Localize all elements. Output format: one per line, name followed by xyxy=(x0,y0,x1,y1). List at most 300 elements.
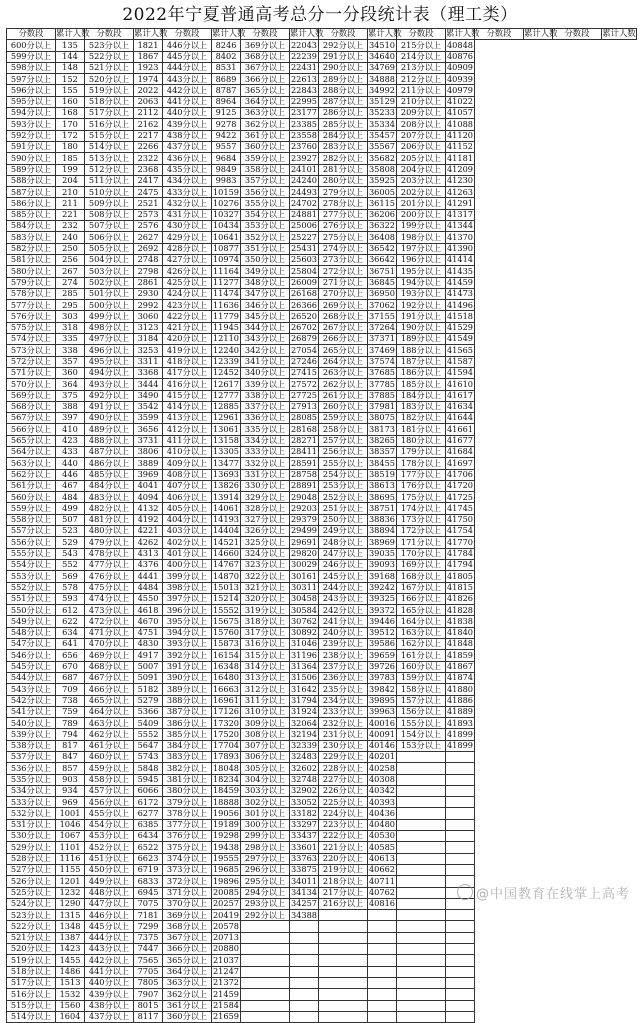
watermark xyxy=(457,883,630,902)
table-row xyxy=(7,661,637,672)
count-cell: 41838 xyxy=(446,615,474,626)
score-cell: 195分以上 xyxy=(397,266,446,277)
count-cell: 39659 xyxy=(368,649,396,660)
count-cell: 41230 xyxy=(446,175,474,186)
column-header: 累计人数 xyxy=(56,28,90,39)
count-cell: 36115 xyxy=(368,197,396,208)
score-cell: 320分以上 xyxy=(241,593,290,604)
table-row xyxy=(7,96,637,107)
score-cell: 452分以上 xyxy=(85,842,134,853)
score-cell: 171分以上 xyxy=(397,537,446,548)
score-cell xyxy=(397,831,446,842)
count-cell: 4550 xyxy=(134,593,163,604)
count-cell: 210 xyxy=(56,187,85,198)
count-cell: 32483 xyxy=(290,751,318,762)
table-row xyxy=(7,1011,637,1022)
score-cell: 181分以上 xyxy=(397,424,446,435)
count-cell: 37981 xyxy=(368,401,396,412)
count-cell xyxy=(446,797,475,808)
score-cell: 599分以上 xyxy=(7,51,56,62)
count-cell: 34257 xyxy=(290,898,318,909)
score-cell: 437分以上 xyxy=(163,141,212,152)
column-header: 分数段 xyxy=(475,29,524,40)
table-row xyxy=(7,627,637,638)
count-cell: 35682 xyxy=(368,152,396,163)
count-cell: 199 xyxy=(56,164,85,175)
count-cell: 1486 xyxy=(56,966,85,977)
score-cell: 470分以上 xyxy=(85,639,134,650)
count-cell: 41828 xyxy=(446,604,474,615)
score-cell: 481分以上 xyxy=(85,514,134,525)
score-cell: 508分以上 xyxy=(85,209,134,220)
score-distribution-table xyxy=(6,28,637,1023)
count-cell: 18234 xyxy=(212,773,240,784)
table-row xyxy=(7,763,637,774)
count-cell: 41859 xyxy=(446,649,474,660)
count-cell: 38751 xyxy=(368,502,396,513)
score-cell xyxy=(241,955,290,966)
score-cell: 153分以上 xyxy=(397,740,446,751)
count-cell: 31924 xyxy=(290,706,318,717)
score-cell: 417分以上 xyxy=(163,367,212,378)
count-cell xyxy=(368,955,397,966)
score-cell: 575分以上 xyxy=(7,322,56,333)
table-row xyxy=(7,853,637,864)
score-cell xyxy=(241,1011,290,1022)
count-cell: 5007 xyxy=(134,661,163,672)
score-cell: 406分以上 xyxy=(163,492,212,503)
count-cell: 26009 xyxy=(290,276,318,287)
score-cell: 531分以上 xyxy=(7,819,56,830)
count-cell: 446 xyxy=(56,469,85,480)
count-cell: 529 xyxy=(56,537,85,548)
count-cell: 8787 xyxy=(212,85,241,96)
count-cell: 36950 xyxy=(368,288,396,299)
count-cell: 250 xyxy=(56,243,85,254)
score-cell: 240分以上 xyxy=(319,627,368,638)
count-cell: 38075 xyxy=(368,412,396,423)
column-header: 分数段 xyxy=(319,29,368,40)
count-cell: 29820 xyxy=(290,548,318,559)
count-cell xyxy=(446,1000,475,1011)
count-cell: 39093 xyxy=(368,559,396,570)
count-cell: 3060 xyxy=(134,311,163,322)
score-cell xyxy=(397,989,446,1000)
count-cell: 41120 xyxy=(446,130,474,141)
table-row xyxy=(7,672,637,683)
score-cell: 192分以上 xyxy=(397,300,446,311)
count-cell: 40662 xyxy=(368,864,396,875)
score-cell: 587分以上 xyxy=(7,187,56,198)
score-cell: 224分以上 xyxy=(319,808,368,819)
count-cell: 41697 xyxy=(446,457,474,468)
score-cell: 168分以上 xyxy=(397,571,446,582)
score-cell: 542分以上 xyxy=(7,695,56,706)
score-cell: 479分以上 xyxy=(85,537,134,548)
score-cell: 202分以上 xyxy=(397,187,446,198)
table-row xyxy=(7,582,637,593)
score-cell xyxy=(397,774,446,785)
count-cell: 847 xyxy=(56,752,85,763)
page-title: 2022年宁夏普通高考总分一分段统计表（理工类） xyxy=(122,5,518,25)
score-cell: 319分以上 xyxy=(241,605,290,616)
count-cell: 4262 xyxy=(134,537,163,548)
count-cell: 16348 xyxy=(212,661,240,672)
count-cell xyxy=(446,910,475,921)
score-cell: 210分以上 xyxy=(397,96,446,107)
count-cell: 211 xyxy=(56,198,85,209)
count-cell: 20880 xyxy=(212,943,240,954)
column-header: 累计人数 xyxy=(602,28,636,39)
count-cell: 1532 xyxy=(56,989,85,1000)
score-cell: 363分以上 xyxy=(163,977,212,988)
score-cell: 469分以上 xyxy=(85,650,134,661)
score-cell: 430分以上 xyxy=(163,221,212,232)
count-cell: 38613 xyxy=(368,480,396,491)
count-cell: 41610 xyxy=(446,378,474,389)
score-cell: 310分以上 xyxy=(241,706,290,717)
score-cell: 258分以上 xyxy=(319,424,368,435)
score-cell: 558分以上 xyxy=(7,514,56,525)
count-cell: 1423 xyxy=(56,944,85,955)
score-cell: 356分以上 xyxy=(241,187,290,198)
score-cell: 346分以上 xyxy=(241,300,290,311)
score-cell: 362分以上 xyxy=(241,119,290,130)
score-cell: 447分以上 xyxy=(85,898,134,909)
score-cell: 243分以上 xyxy=(319,593,368,604)
count-cell: 28085 xyxy=(290,412,318,423)
count-cell: 38519 xyxy=(368,468,396,479)
score-cell: 554分以上 xyxy=(7,559,56,570)
score-cell: 541分以上 xyxy=(7,706,56,717)
score-cell: 451分以上 xyxy=(85,853,134,864)
score-cell: 227分以上 xyxy=(319,774,368,785)
score-cell: 404分以上 xyxy=(163,514,212,525)
count-cell: 25006 xyxy=(290,220,318,231)
score-cell: 512分以上 xyxy=(85,164,134,175)
count-cell: 3731 xyxy=(134,435,163,446)
count-cell: 274 xyxy=(56,277,85,288)
table-row xyxy=(7,108,637,119)
score-cell: 200分以上 xyxy=(397,209,446,220)
score-cell: 158分以上 xyxy=(397,684,446,695)
score-cell: 549分以上 xyxy=(7,616,56,627)
score-cell: 198分以上 xyxy=(397,232,446,243)
score-cell: 280分以上 xyxy=(319,175,368,186)
column-header: 分数段 xyxy=(397,29,446,40)
count-cell: 41745 xyxy=(446,502,474,513)
score-cell: 405分以上 xyxy=(163,503,212,514)
count-cell: 41893 xyxy=(446,717,474,728)
score-cell: 486分以上 xyxy=(85,458,134,469)
score-cell: 204分以上 xyxy=(397,164,446,175)
score-cell: 318分以上 xyxy=(241,616,290,627)
score-cell: 231分以上 xyxy=(319,729,368,740)
count-cell: 19438 xyxy=(212,841,240,852)
count-cell: 6277 xyxy=(134,808,163,819)
score-cell: 308分以上 xyxy=(241,729,290,740)
score-cell xyxy=(319,921,368,932)
score-cell: 518分以上 xyxy=(85,96,134,107)
score-cell: 519分以上 xyxy=(85,85,134,96)
score-cell: 535分以上 xyxy=(7,774,56,785)
score-cell: 285分以上 xyxy=(319,119,368,130)
count-cell: 41022 xyxy=(446,96,474,107)
table-row xyxy=(7,559,637,570)
count-cell: 6172 xyxy=(134,797,163,808)
count-cell: 34888 xyxy=(368,73,396,84)
count-cell: 39586 xyxy=(368,638,396,649)
count-cell: 9125 xyxy=(212,108,241,119)
count-cell: 8246 xyxy=(212,40,241,51)
count-cell: 14193 xyxy=(212,514,240,525)
count-cell: 32194 xyxy=(290,728,318,739)
count-cell: 19298 xyxy=(212,830,240,841)
score-cell: 527分以上 xyxy=(7,864,56,875)
count-cell: 41867 xyxy=(446,661,474,672)
count-cell: 22431 xyxy=(290,62,318,73)
table-row xyxy=(7,480,637,491)
score-cell: 339分以上 xyxy=(241,379,290,390)
score-cell: 586分以上 xyxy=(7,198,56,209)
score-cell: 429分以上 xyxy=(163,232,212,243)
table-row xyxy=(7,639,637,650)
count-cell: 8964 xyxy=(212,96,241,107)
score-cell: 281分以上 xyxy=(319,164,368,175)
score-cell xyxy=(397,853,446,864)
score-cell: 411分以上 xyxy=(163,435,212,446)
score-cell: 196分以上 xyxy=(397,254,446,265)
score-cell: 379分以上 xyxy=(163,797,212,808)
score-cell: 349分以上 xyxy=(241,266,290,277)
count-cell: 2417 xyxy=(134,175,163,186)
score-cell: 328分以上 xyxy=(241,503,290,514)
score-cell: 332分以上 xyxy=(241,458,290,469)
count-cell: 410 xyxy=(56,424,85,435)
count-cell xyxy=(368,932,397,943)
score-cell xyxy=(241,966,290,977)
score-cell: 334分以上 xyxy=(241,435,290,446)
count-cell: 3969 xyxy=(134,469,163,480)
score-cell: 502分以上 xyxy=(85,277,134,288)
count-cell: 759 xyxy=(56,706,85,717)
count-cell: 22043 xyxy=(290,39,318,50)
count-cell: 221 xyxy=(56,209,85,220)
count-cell: 1116 xyxy=(56,853,85,864)
count-cell: 26168 xyxy=(290,288,318,299)
count-cell: 4132 xyxy=(134,503,163,514)
score-cell: 206分以上 xyxy=(397,141,446,152)
score-cell: 203分以上 xyxy=(397,175,446,186)
count-cell: 26702 xyxy=(290,322,318,333)
column-header: 分数段 xyxy=(163,29,212,40)
count-cell: 41587 xyxy=(446,356,474,366)
count-cell: 12617 xyxy=(212,378,240,389)
count-cell: 22239 xyxy=(290,50,318,61)
score-cell: 496分以上 xyxy=(85,345,134,356)
count-cell: 31506 xyxy=(290,672,318,683)
score-cell: 434分以上 xyxy=(163,175,212,186)
score-cell: 329分以上 xyxy=(241,492,290,503)
score-cell: 369分以上 xyxy=(241,40,290,51)
score-cell: 454分以上 xyxy=(85,819,134,830)
score-cell: 534分以上 xyxy=(7,785,56,796)
count-cell: 30584 xyxy=(290,604,318,615)
table-row xyxy=(7,740,637,751)
count-cell xyxy=(446,774,475,785)
count-cell: 34992 xyxy=(368,84,396,95)
score-cell: 221分以上 xyxy=(319,842,368,853)
score-cell: 563分以上 xyxy=(7,458,56,469)
count-cell: 6066 xyxy=(134,785,163,796)
count-cell: 2022 xyxy=(134,85,163,96)
count-cell: 21584 xyxy=(212,999,240,1010)
count-cell: 20419 xyxy=(212,909,240,920)
count-cell xyxy=(446,944,475,955)
score-cell: 509分以上 xyxy=(85,198,134,209)
count-cell: 37469 xyxy=(368,344,396,355)
count-cell: 5552 xyxy=(134,729,163,740)
count-cell: 170 xyxy=(56,119,85,130)
score-cell: 257分以上 xyxy=(319,435,368,446)
score-cell: 529分以上 xyxy=(7,842,56,853)
score-cell: 589分以上 xyxy=(7,164,56,175)
score-cell: 499分以上 xyxy=(85,311,134,322)
column-header: 累计人数 xyxy=(446,28,480,39)
score-cell: 552分以上 xyxy=(7,582,56,593)
score-cell xyxy=(397,785,446,796)
count-cell: 5945 xyxy=(134,774,163,785)
score-cell xyxy=(397,1011,446,1022)
score-cell: 560分以上 xyxy=(7,492,56,503)
count-cell: 11779 xyxy=(212,310,240,321)
count-cell: 39726 xyxy=(368,661,396,672)
score-cell: 579分以上 xyxy=(7,277,56,288)
score-cell: 267分以上 xyxy=(319,322,368,333)
score-cell xyxy=(397,864,446,875)
score-cell: 311分以上 xyxy=(241,695,290,706)
count-cell: 10276 xyxy=(212,197,240,208)
count-cell: 24101 xyxy=(290,163,318,174)
count-cell xyxy=(446,921,475,932)
count-cell: 33763 xyxy=(290,853,318,864)
count-cell: 11945 xyxy=(212,322,240,333)
count-cell: 36642 xyxy=(368,254,396,265)
score-cell: 433分以上 xyxy=(163,187,212,198)
score-cell: 540分以上 xyxy=(7,718,56,729)
count-cell xyxy=(290,1000,319,1011)
score-cell: 164分以上 xyxy=(397,616,446,627)
score-cell: 371分以上 xyxy=(163,887,212,898)
score-cell: 260分以上 xyxy=(319,401,368,412)
count-cell: 14404 xyxy=(212,525,240,536)
table-row xyxy=(7,458,637,469)
count-cell: 1001 xyxy=(56,808,85,819)
count-cell: 21372 xyxy=(212,977,240,988)
score-cell: 299分以上 xyxy=(241,831,290,842)
score-cell xyxy=(397,955,446,966)
score-cell: 273分以上 xyxy=(319,254,368,265)
count-cell: 1101 xyxy=(56,842,85,853)
score-cell xyxy=(397,932,446,943)
score-cell: 492分以上 xyxy=(85,390,134,401)
score-cell: 157分以上 xyxy=(397,695,446,706)
count-cell: 19189 xyxy=(212,819,240,830)
count-cell: 155 xyxy=(56,85,85,96)
count-cell: 25227 xyxy=(290,231,318,242)
count-cell: 39895 xyxy=(368,694,396,705)
score-cell: 500分以上 xyxy=(85,300,134,311)
score-cell: 317分以上 xyxy=(241,627,290,638)
count-cell: 41414 xyxy=(446,254,474,265)
watermark-text: @中国教育在线掌上高考 xyxy=(475,887,630,902)
count-cell: 40146 xyxy=(368,740,396,751)
score-cell: 302分以上 xyxy=(241,797,290,808)
count-cell: 13158 xyxy=(212,435,240,446)
count-cell: 2475 xyxy=(134,187,163,198)
score-cell: 522分以上 xyxy=(85,51,134,62)
score-cell: 247分以上 xyxy=(319,548,368,559)
score-cell: 370分以上 xyxy=(163,898,212,909)
count-cell xyxy=(446,864,475,875)
score-cell: 343分以上 xyxy=(241,334,290,345)
count-cell: 934 xyxy=(56,785,85,796)
table-row xyxy=(7,819,637,830)
score-cell: 432分以上 xyxy=(163,198,212,209)
count-cell: 20578 xyxy=(212,920,240,931)
score-cell xyxy=(241,921,290,932)
count-cell: 144 xyxy=(56,51,85,62)
score-cell: 421分以上 xyxy=(163,322,212,333)
score-cell: 538分以上 xyxy=(7,740,56,751)
count-cell: 185 xyxy=(56,153,85,164)
count-cell: 484 xyxy=(56,492,85,503)
count-cell: 817 xyxy=(56,740,85,751)
score-cell: 344分以上 xyxy=(241,322,290,333)
count-cell: 2063 xyxy=(134,96,163,107)
score-cell: 582分以上 xyxy=(7,243,56,254)
table-row xyxy=(7,175,637,186)
count-cell: 15873 xyxy=(212,638,240,649)
count-cell: 523 xyxy=(56,526,85,537)
count-cell: 6623 xyxy=(134,853,163,864)
count-cell: 12452 xyxy=(212,367,240,378)
score-cell: 533分以上 xyxy=(7,797,56,808)
count-cell: 26366 xyxy=(290,299,318,310)
score-cell: 184分以上 xyxy=(397,390,446,401)
table-row xyxy=(7,424,637,435)
score-cell: 156分以上 xyxy=(397,706,446,717)
score-cell: 264分以上 xyxy=(319,356,368,367)
count-cell: 1348 xyxy=(56,921,85,932)
score-cell: 287分以上 xyxy=(319,96,368,107)
score-cell: 154分以上 xyxy=(397,729,446,740)
score-cell: 166分以上 xyxy=(397,593,446,604)
score-cell: 253分以上 xyxy=(319,480,368,491)
count-cell: 1387 xyxy=(56,932,85,943)
score-cell: 463分以上 xyxy=(85,718,134,729)
count-cell: 29203 xyxy=(290,502,318,513)
count-cell: 36845 xyxy=(368,276,396,287)
score-cell: 519分以上 xyxy=(7,955,56,966)
count-cell: 1513 xyxy=(56,977,85,988)
score-cell: 331分以上 xyxy=(241,469,290,480)
score-cell: 205分以上 xyxy=(397,153,446,164)
score-cell: 172分以上 xyxy=(397,526,446,537)
score-cell: 396分以上 xyxy=(163,605,212,616)
count-cell: 499 xyxy=(56,503,85,514)
count-cell: 1155 xyxy=(56,864,85,875)
